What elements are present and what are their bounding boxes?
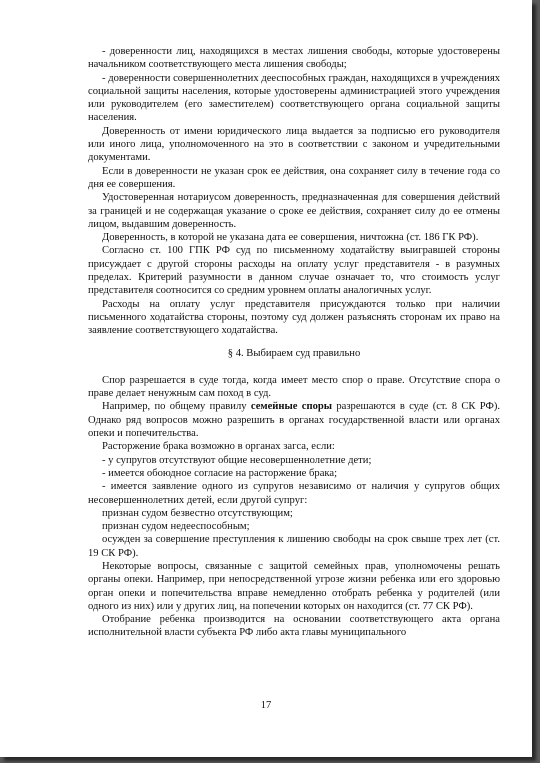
list-item: - у супругов отсутствуют общие несовершеннолетние дети; bbox=[102, 454, 372, 466]
paragraph: - доверенности совершеннолетних дееспособных граждан, находящихся в учреждениях социальной защиты населения, которые удостоверены администрацией этого учреждения или руководителем (его заместителем) соответствующего органа социальной защиты населения. bbox=[88, 72, 500, 124]
page-content bbox=[88, 45, 500, 640]
paragraph: Расторжение брака возможно в органах загса, если: bbox=[102, 441, 335, 453]
paragraph: Спор разрешается в суде тогда, когда имеет место спор о праве. Отсутствие спора о праве делает ненужным сам поход в суд. bbox=[88, 374, 500, 400]
rule-text-before: Например, по общему правилу bbox=[102, 401, 251, 413]
paragraph: Если в доверенности не указан срок ее действия, она сохраняет силу в течение года со дня ее совершения. bbox=[88, 165, 500, 190]
paragraph: Доверенность от имени юридического лица выдается за подписью его руководителя или иного лица, уполномоченного на это в соответствии с законом и учредительными документами. bbox=[88, 125, 500, 164]
paragraph: Некоторые вопросы, связанные с защитой семейных прав, уполномочены решать органы опеки. Например, при непосредственной угрозе жизни ребенка или его здоровью орган опеки и попечительства вправе немедленно отобрать ребенка у родителей (или одного из них) или у других лиц, на попечении которых он находится (ст. 77 СК РФ). bbox=[88, 560, 500, 612]
list-item: признан судом недееспособным; bbox=[102, 521, 250, 533]
paragraph: Отобрание ребенка производится на основании соответствующего акта органа исполнительной власти субъекта РФ либо акта главы муниципального bbox=[88, 614, 500, 639]
paragraph: Удостоверенная нотариусом доверенность, предназначенная для совершения действий за границей и не содержащая указание о сроке ее действия, сохраняет силу до ее отмены лицом, выдавшим доверенность. bbox=[88, 192, 500, 230]
paragraph: Доверенность, в которой не указана дата ее совершения, ничтожна (ст. 186 ГК РФ). bbox=[102, 232, 479, 244]
list-item: осужден за совершение преступления к лишению свободы на срок свыше трех лет (ст. 19 СК РФ). bbox=[88, 534, 500, 559]
section-heading: § 4. Выбираем суд правильно bbox=[227, 347, 361, 359]
rule-text-after: разрешаются в суде (ст. 8 СК РФ). Однако ряд вопросов можно разрешить в органах государственной власти или органах опеки и попечительства. bbox=[88, 401, 501, 440]
list-item: признан судом безвестно отсутствующим; bbox=[102, 507, 293, 519]
list-item: - имеется обоюдное согласие на расторжение брака; bbox=[102, 467, 338, 479]
bold-term: семейные споры bbox=[250, 401, 333, 413]
paragraph: - доверенности лиц, находящихся в местах лишения свободы, которые удостоверены начальником соответствующего места лишения свободы; bbox=[88, 46, 500, 71]
paragraph-with-bold bbox=[88, 400, 500, 440]
paragraph: Согласно ст. 100 ГПК РФ суд по письменному ходатайству выигравшей стороны присуждает с другой стороны расходы на оплату услуг представителя - в разумных пределах. Критерий разумности в данном случае означает то, что стоимость услуг представителя соотносится со средним уровнем оплаты аналогичных услуг. bbox=[88, 245, 500, 297]
paragraph: Расходы на оплату услуг представителя присуждаются только при наличии письменного ходатайства стороны, поэтому суд должен разъяснять сторонам их право на заявление соответствующего ходатайства. bbox=[88, 298, 500, 337]
page-number: 17 bbox=[260, 700, 272, 711]
list-item: - имеется заявление одного из супругов независимо от наличия у супругов общих несовершеннолетних детей, если другой супруг: bbox=[88, 481, 500, 506]
